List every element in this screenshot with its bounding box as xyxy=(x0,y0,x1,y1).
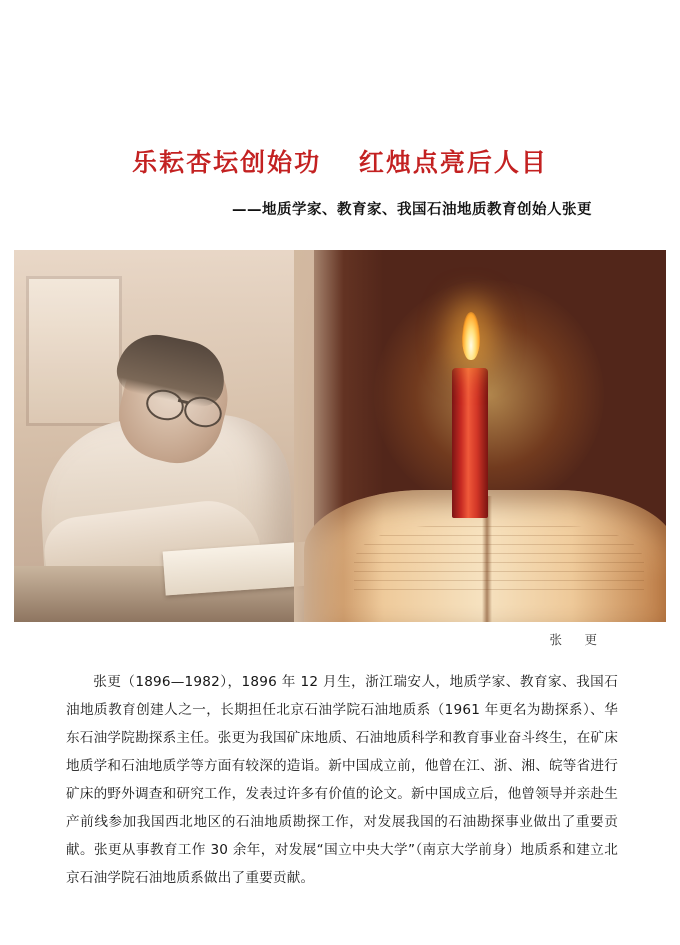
photo-book-text-lines xyxy=(354,526,644,596)
photo-caption: 张 更 xyxy=(549,632,602,647)
photo-candle-flame xyxy=(462,312,480,360)
page-subtitle: ——地质学家、教育家、我国石油地质教育创始人张更 xyxy=(232,202,592,218)
photo-candle-glow xyxy=(374,280,604,510)
photo-red-candle xyxy=(452,368,488,518)
article-photo xyxy=(14,250,666,622)
photo-blend-gradient xyxy=(294,250,384,622)
title-block xyxy=(0,148,680,219)
photo-window xyxy=(26,276,122,426)
body-paragraph: 张更（1896—1982），1896 年 12 月生，浙江瑞安人，地质学家、教育家、我国石油地质教育创建人之一，长期担任北京石油学院石油地质系（1961 年更名为勘探系）、华东石油学院勘探系主任。张更为我国矿床地质、石油地质科学和教育事业奋斗终生，在矿床地质学和石油地质学等方面有较深的造诣。新中国成立前，他曾在江、浙、湘、皖等省进行矿床的野外调查和研究工作，发表过许多有价值的论文。新中国成立后，他曾领导并亲赴生产前线参加我国西北地区的石油地质勘探工作，对发展我国的石油勘探事业做出了重要贡献。张更从事教育工作 30 余年，对发展“国立中央大学”（南京大学前身）地质系和建立北京石油学院石油地质系做出了重要贡献。 xyxy=(66,674,618,886)
page-title: 乐耘杏坛创始功 红烛点亮后人目 xyxy=(132,148,548,177)
